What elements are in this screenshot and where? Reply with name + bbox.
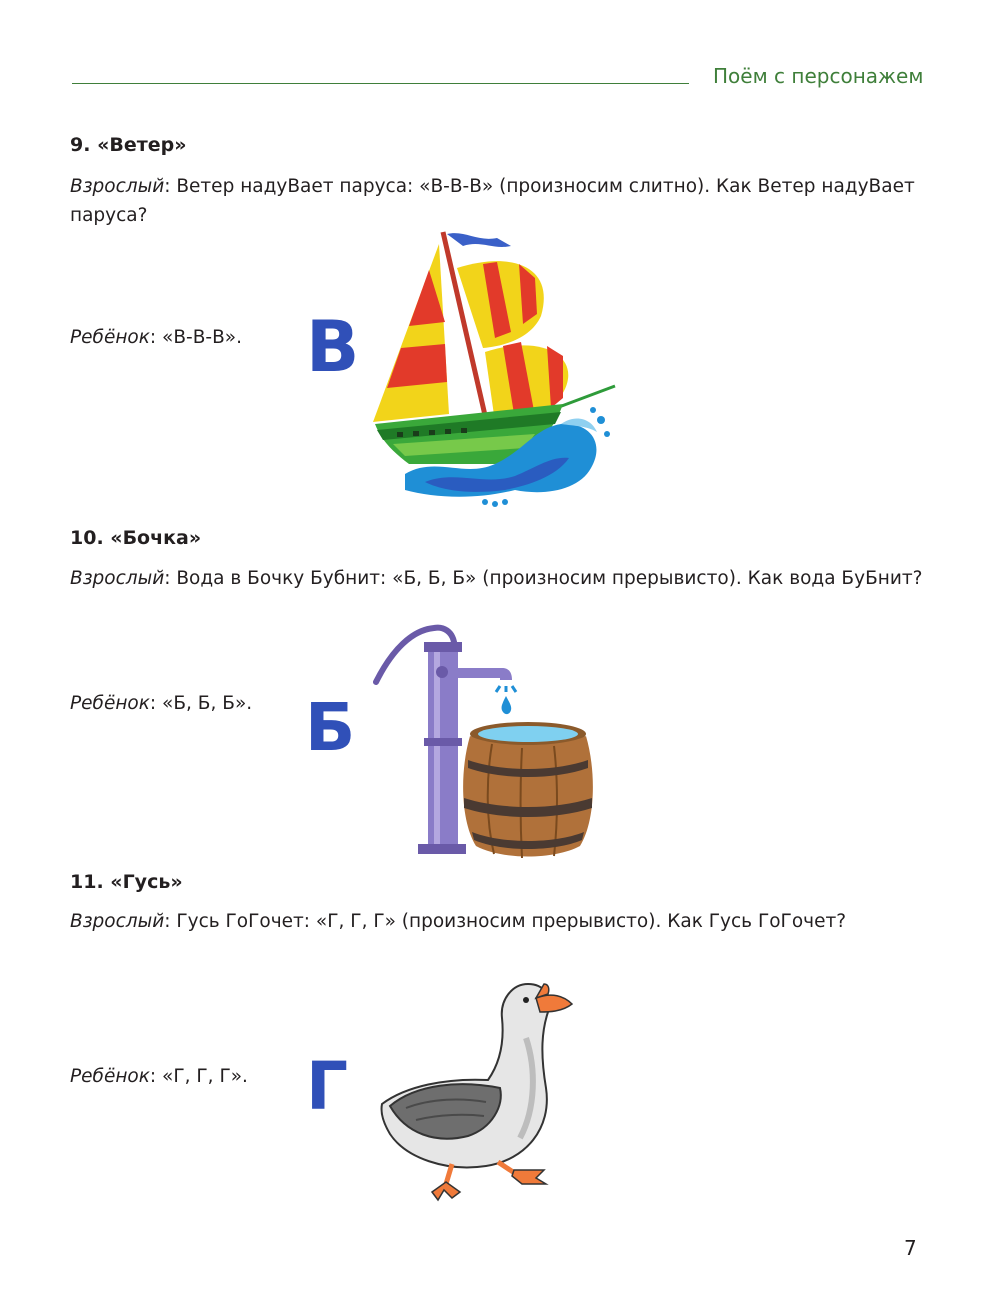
page-number: 7 <box>904 1236 917 1260</box>
section-title: Поём с персонажем <box>713 64 924 88</box>
adult-role: Взрослый <box>70 568 165 589</box>
flag-icon <box>447 233 511 247</box>
sailboat-icon <box>365 228 625 510</box>
child-line <box>70 327 242 348</box>
child-role: Ребёнок <box>70 327 150 348</box>
child-text: : «Г, Г, Г». <box>149 1066 248 1087</box>
child-text: : «Б, Б, Б». <box>149 693 253 714</box>
exercise-number: 9 <box>70 134 84 156</box>
big-letter: Б <box>305 689 356 766</box>
adult-text: : Вода в Бочку Бубнит: «Б, Б, Б» (произносим прерывисто). Как вода БуБнит? <box>164 568 923 589</box>
exercise-number: 11 <box>70 871 97 893</box>
big-letter: В <box>306 306 360 388</box>
exercise-title: 10. «Бочка» <box>70 527 202 549</box>
header-rule <box>72 83 689 84</box>
adult-line <box>70 564 950 593</box>
water-pump-barrel-icon <box>372 620 604 862</box>
adult-text: : Гусь ГоГочет: «Г, Г, Г» (произносим прерывисто). Как Гусь ГоГочет? <box>164 911 847 932</box>
child-text: : «В-В-В». <box>149 327 242 348</box>
exercise-title: 11. «Гусь» <box>70 871 183 893</box>
child-role: Ребёнок <box>70 1066 150 1087</box>
big-letter: Г <box>306 1048 349 1125</box>
adult-role: Взрослый <box>70 911 165 932</box>
goose-icon <box>376 978 576 1214</box>
exercise-number: 10 <box>70 527 97 549</box>
child-line <box>70 1066 248 1087</box>
adult-text: : Ветер надуВает паруса: «В-В-В» (произносим слитно). Как Ветер надуВает паруса? <box>70 176 915 226</box>
exercise-title: 9. «Ветер» <box>70 134 187 156</box>
adult-line <box>70 907 950 936</box>
child-line <box>70 693 252 714</box>
adult-role: Взрослый <box>70 176 165 197</box>
adult-line <box>70 172 930 230</box>
exercise-name: «Ветер» <box>97 134 187 156</box>
child-role: Ребёнок <box>70 693 150 714</box>
exercise-name: «Гусь» <box>110 871 183 893</box>
exercise-name: «Бочка» <box>110 527 202 549</box>
